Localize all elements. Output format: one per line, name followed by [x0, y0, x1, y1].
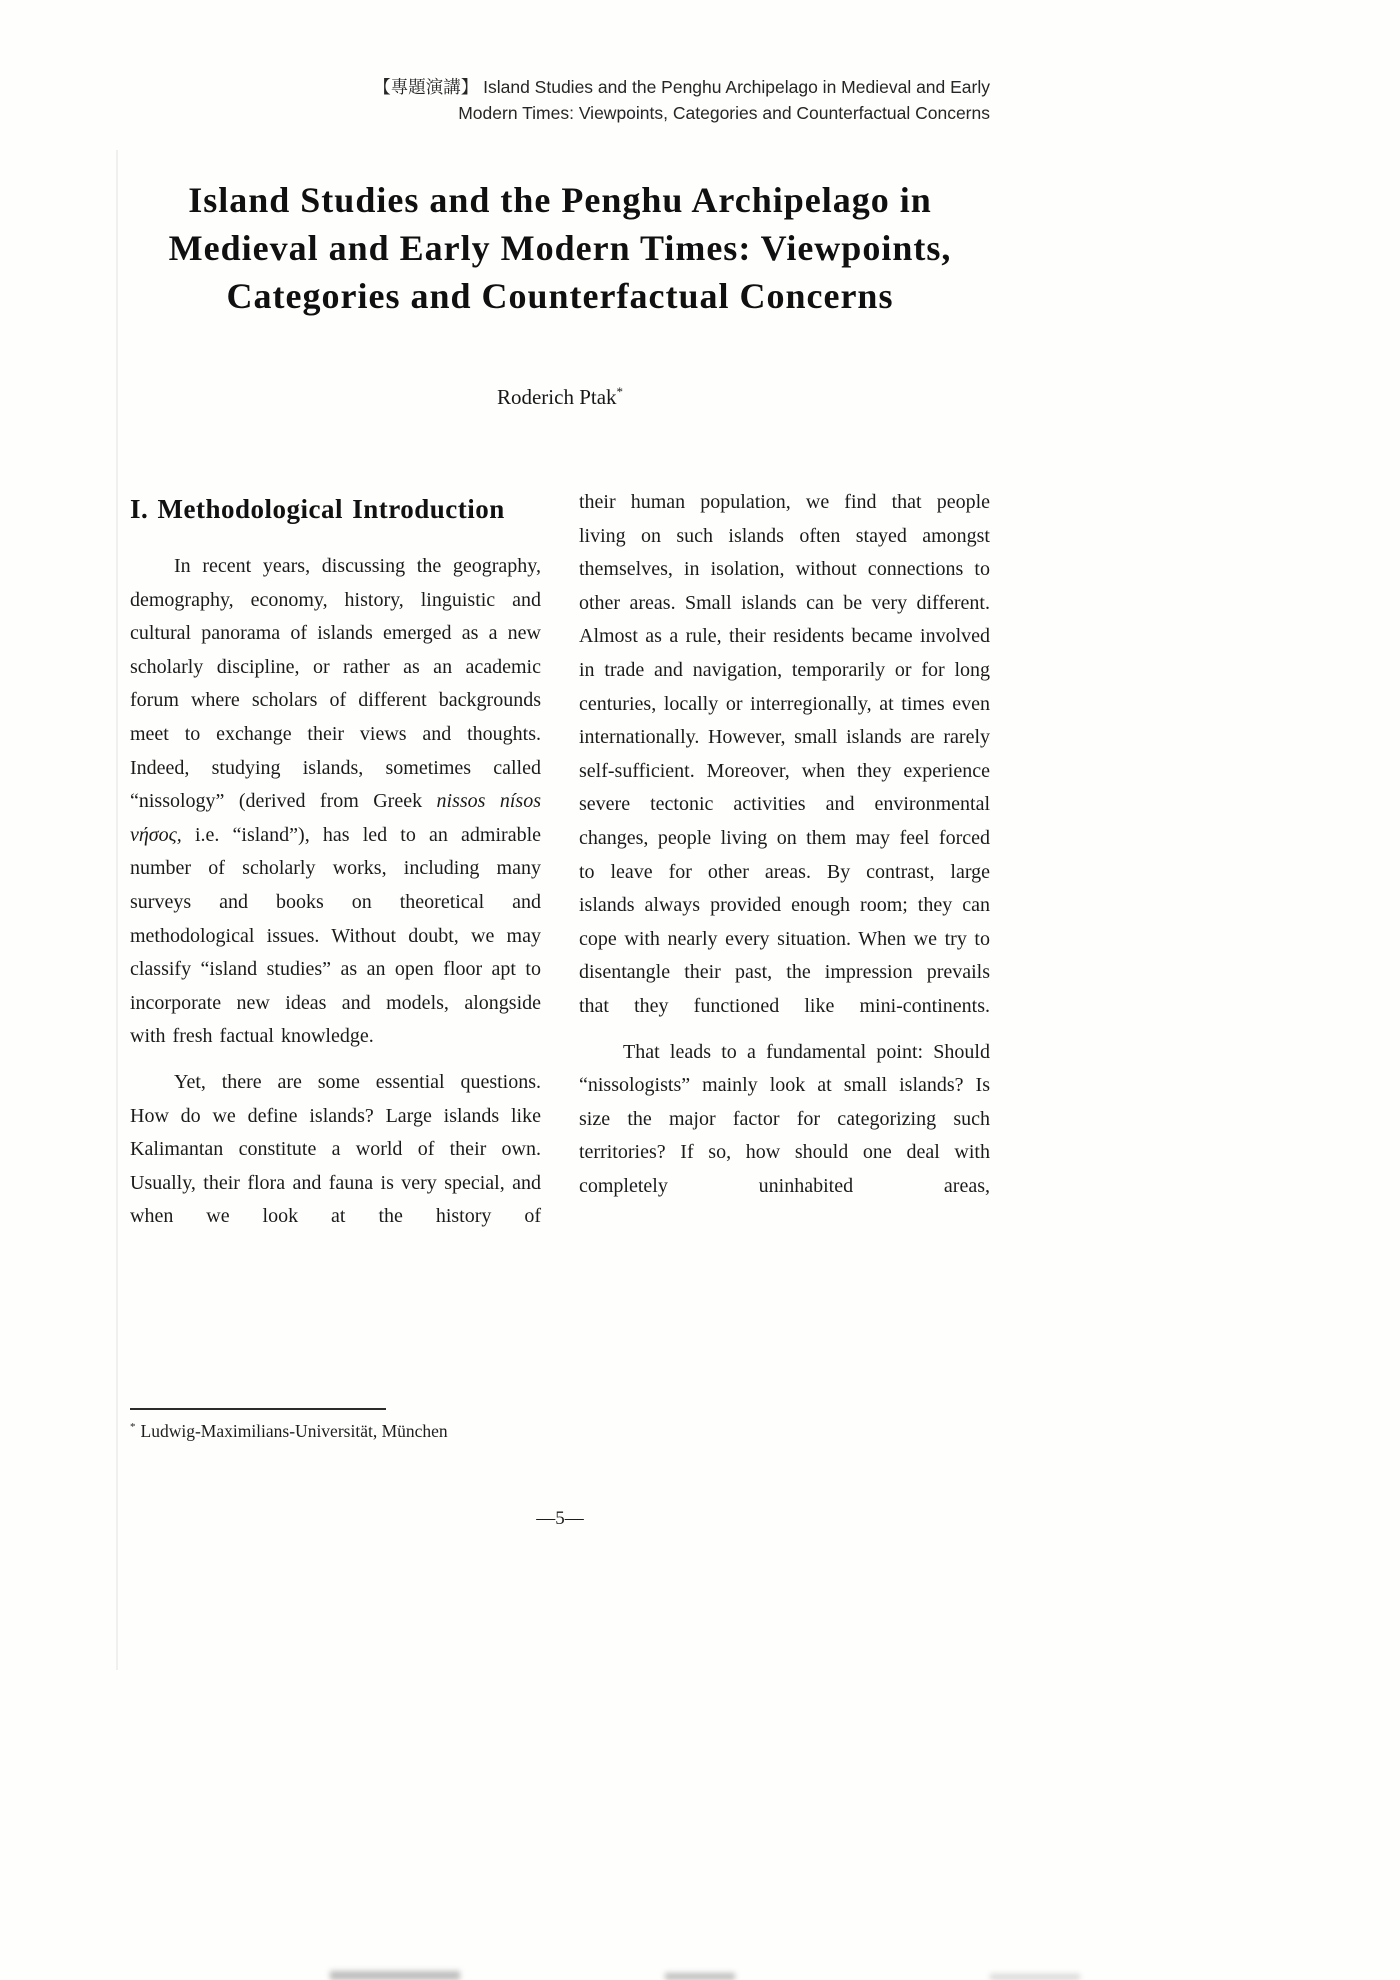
running-head	[278, 74, 990, 126]
page-title-line1: Island Studies and the Penghu Archipelago in	[188, 180, 932, 220]
author-line	[130, 384, 990, 410]
author-name: Roderich Ptak	[496, 385, 617, 409]
paragraph-intro-seg1: In recent years, discussing the geography, demography, economy, history, linguistic and cultural panorama of islands emerged as a new scholarly discipline, or rather as an academic forum where scholars of different backgrounds meet to exchange their views and thoughts. Indeed, studying islands, sometimes called “nissology” (derived from Greek	[130, 555, 541, 813]
footnote-text: Ludwig-Maximilians-Universität, München	[140, 1421, 448, 1441]
page-title-line2: Medieval and Early Modern Times: Viewpoints,	[168, 228, 952, 268]
paragraph-questions: Yet, there are some essential questions. How do we define islands? Large islands like Kalimantan constitute a world of their own. Usually, their flora and fauna is very special, and when we look at the history of	[130, 1070, 541, 1228]
scan-artifact	[990, 1974, 1080, 1980]
greek-term-italic: nissos nísos νήσος,	[130, 790, 541, 846]
page-title	[130, 176, 990, 320]
page-title-line3: Categories and Counterfactual Concerns	[226, 276, 894, 316]
paragraph-intro	[130, 550, 541, 1054]
paragraph-continuation: their human population, we find that people living on such islands often stayed amongst themselves, in isolation, without connections to other areas. Small islands can be very different. Almost as a rule, their residents became involved in trade and navigation, temporarily or for long centuries, locally or interregionally, at times even internationally. However, small islands are rarely self-sufficient. Moreover, when they experience severe tectonic activities and environmental changes, people living on them may feel forced to leave for other areas. By contrast, large islands always provided enough room; they can cope with nearly every situation. When we try to disentangle their past, the impression prevails that they functioned like mini-continents.	[579, 491, 990, 1017]
right-column	[579, 486, 990, 1234]
left-column	[130, 486, 541, 1234]
page-number: —5—	[536, 1508, 584, 1529]
footnote	[130, 1421, 830, 1442]
author-footnote-marker: *	[616, 384, 624, 399]
paragraph-intro-seg3: i.e. “island”), has led to an admirable number of scholarly works, including many surveys and books on theoretical and methodological issues. Without doubt, we may classify “island studies” as an open floor apt to incorporate new ideas and models, alongside with fresh factual knowledge.	[130, 823, 541, 1048]
paragraph-fundamental-point: That leads to a fundamental point: Should “nissologists” mainly look at small islands? Is size the major factor for categorizing such territories? If so, how should one deal with completely uninhabited areas,	[579, 1040, 990, 1197]
footnote-rule	[130, 1408, 386, 1410]
scan-artifact	[665, 1973, 735, 1980]
scan-artifact	[116, 150, 118, 1670]
footnote-marker: *	[130, 1421, 136, 1434]
scan-artifact	[330, 1971, 460, 1980]
section-heading: I. Methodological Introduction	[130, 494, 505, 524]
running-head-line2: Modern Times: Viewpoints, Categories and Counterfactual Concerns	[458, 103, 990, 123]
running-head-line1: 【專題演講】 Island Studies and the Penghu Archipelago in Medieval and Early	[373, 77, 990, 97]
body-columns	[130, 486, 990, 1234]
